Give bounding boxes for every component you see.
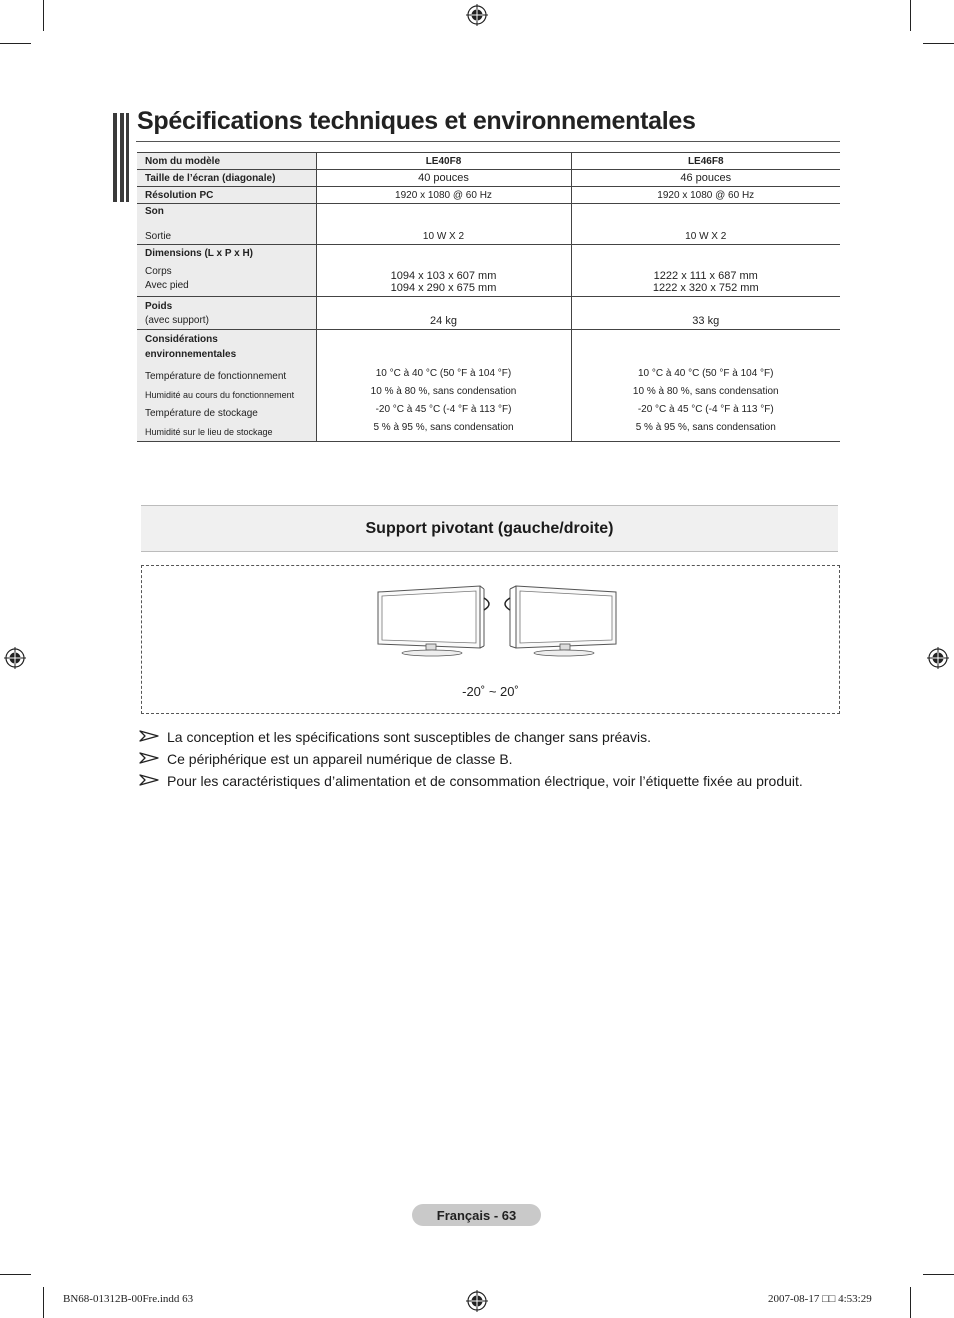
note-text: Ce périphérique est un appareil numérique de classe B. [167, 751, 513, 767]
storage-temp-label: Température de stockage [145, 408, 258, 419]
swivel-header: Support pivotant (gauche/droite) [141, 505, 838, 552]
sound-value: 10 W X 2 [571, 204, 840, 245]
dimensions-value-cell [571, 245, 840, 297]
page-title: Spécifications techniques et environnementales [137, 107, 696, 135]
op-humidity-label: Humidité au cours du fonctionnement [145, 390, 295, 400]
screen-size-value: 46 pouces [571, 170, 840, 187]
op-temp-value: 10 °C à 40 °C (50 °F à 104 °F) [375, 368, 512, 379]
pc-resolution-value: 1920 x 1080 @ 60 Hz [316, 187, 571, 204]
weight-label: Poids [145, 300, 173, 312]
model-header: LE40F8 [316, 153, 571, 170]
weight-sub-label: (avec support) [145, 314, 209, 326]
registration-mark-icon [4, 647, 26, 669]
page-number-badge: Français - 63 [412, 1204, 541, 1226]
table-row [137, 330, 840, 442]
environment-value-cell [571, 330, 840, 442]
note-text: La conception et les spécifications sont susceptibles de changer sans préavis. [167, 729, 652, 745]
model-name-label: Nom du modèle [137, 153, 316, 170]
crop-mark [910, 1287, 911, 1318]
storage-humidity-value: 5 % à 95 %, sans condensation [373, 422, 514, 433]
list-item [139, 771, 819, 791]
dimensions-label-cell [137, 245, 316, 297]
screen-size-value: 40 pouces [316, 170, 571, 187]
dimensions-stand-value: 1094 x 290 x 675 mm [390, 282, 497, 294]
pc-resolution-value: 1920 x 1080 @ 60 Hz [571, 187, 840, 204]
sound-label: Son [145, 206, 164, 217]
op-temp-value: 10 °C à 40 °C (50 °F à 104 °F) [638, 368, 774, 379]
table-row [137, 153, 840, 170]
list-item [139, 749, 819, 769]
environment-label-cell [137, 330, 316, 442]
crop-mark [0, 43, 31, 44]
crop-mark [923, 43, 954, 44]
dimensions-stand-value: 1222 x 320 x 752 mm [652, 282, 759, 294]
dimensions-body-value: 1094 x 103 x 607 mm [390, 270, 497, 282]
date-slug: 2007-08-17 □□ 4:53:29 [768, 1293, 872, 1305]
title-decoration-bars [113, 113, 131, 202]
note-arrow-icon [139, 773, 159, 787]
file-slug: BN68-01312B-00Fre.indd 63 [63, 1293, 194, 1305]
swivel-angle-label: -20˚ ~ 20˚ [462, 684, 519, 699]
registration-mark-icon [466, 1290, 488, 1312]
pc-resolution-label: Résolution PC [137, 187, 316, 204]
crop-mark [0, 1274, 31, 1275]
table-row [137, 187, 840, 204]
table-row [137, 170, 840, 187]
note-arrow-icon [139, 729, 159, 743]
environment-value-cell [316, 330, 571, 442]
note-text: Pour les caractéristiques d’alimentation et de consommation électrique, voir l’étiquette fixée au produit. [167, 773, 803, 789]
weight-label-cell [137, 297, 316, 330]
note-arrow-icon [139, 751, 159, 765]
dimensions-value-cell [316, 245, 571, 297]
sound-sub-label: Sortie [145, 231, 172, 242]
weight-value: 33 kg [571, 297, 840, 330]
storage-temp-value: -20 °C à 45 °C (-4 °F à 113 °F) [637, 404, 774, 415]
crop-mark [43, 1287, 44, 1318]
weight-value: 24 kg [316, 297, 571, 330]
dimensions-body-label: Corps [145, 266, 172, 277]
registration-mark-icon [927, 647, 949, 669]
op-temp-label: Température de fonctionnement [145, 371, 287, 382]
storage-temp-value: -20 °C à 45 °C (-4 °F à 113 °F) [375, 404, 512, 415]
dimensions-stand-label: Avec pied [145, 280, 189, 291]
environment-label: Considérations environnementales [145, 334, 237, 360]
storage-humidity-value: 5 % à 95 %, sans condensation [635, 422, 776, 433]
model-header: LE46F8 [571, 153, 840, 170]
crop-mark [43, 0, 44, 31]
registration-mark-icon [466, 4, 488, 26]
list-item [139, 727, 819, 747]
screen-size-label: Taille de l’écran (diagonale) [137, 170, 316, 187]
title-rule [136, 141, 840, 142]
dimensions-label: Dimensions (L x P x H) [145, 248, 253, 259]
table-row [137, 245, 840, 297]
dimensions-body-value: 1222 x 111 x 687 mm [653, 270, 758, 282]
op-humidity-value: 10 % à 80 %, sans condensation [370, 386, 517, 397]
table-row [137, 297, 840, 330]
crop-mark [910, 0, 911, 31]
table-row [137, 204, 840, 245]
crop-mark [923, 1274, 954, 1275]
swivel-illustration-box [141, 565, 840, 714]
storage-humidity-label: Humidité sur le lieu de stockage [145, 427, 273, 437]
spec-table [137, 152, 840, 442]
tv-illustration-icon [376, 582, 618, 660]
sound-label-cell [137, 204, 316, 245]
sound-value: 10 W X 2 [316, 204, 571, 245]
op-humidity-value: 10 % à 80 %, sans condensation [632, 386, 779, 397]
notes-list [139, 727, 819, 793]
